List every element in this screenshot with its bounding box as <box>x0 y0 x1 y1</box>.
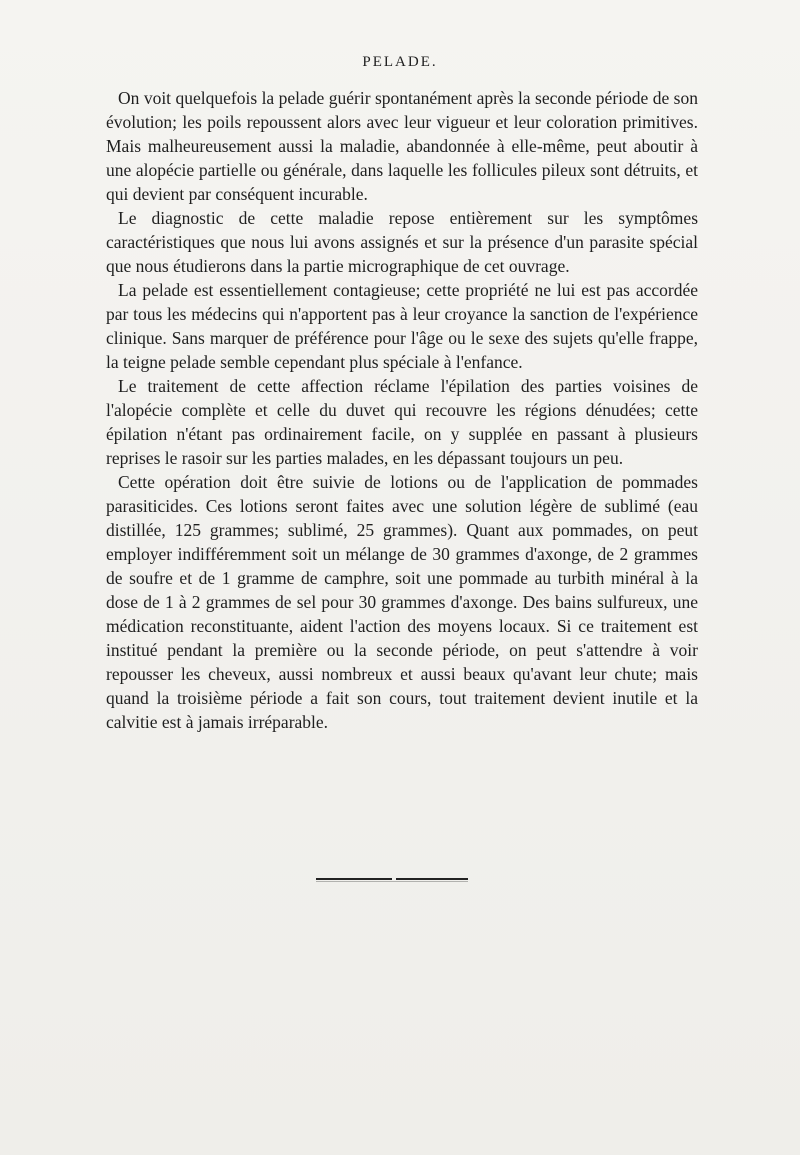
paragraph: On voit quelquefois la pelade guérir spontanément après la seconde période de son évolution; les poils repoussent alors avec leur vigueur et leur coloration primitives. Mais malheureusement aussi la maladie, abandonnée à elle-même, peut aboutir à une alopécie partielle ou générale, dans laquelle les follicules pileux sont détruits, et qui devient par conséquent incurable. <box>106 88 698 204</box>
paragraph: Cette opération doit être suivie de lotions ou de l'application de pommades parasiticides. Ces lotions seront faites avec une solution légère de sublimé (eau distillée, 125 grammes; sublimé, 25 grammes). Quant aux pommades, on peut employer indifféremment soit un mélange de 30 grammes d'axonge, de 2 grammes de soufre et de 1 gramme de camphre, soit une pommade au turbith minéral à la dose de 1 à 2 grammes de sel pour 30 grammes d'axonge. Des bains sulfureux, une médication reconstituante, aident l'action des moyens locaux. Si ce traitement est institué pendant la première ou la seconde période, on peut s'attendre à voir repousser les cheveux, aussi nombreux et aussi beaux qu'avant leur chute; mais quand la troisième période a fait son cours, tout traitement devient inutile et la calvitie est à jamais irréparable. <box>106 472 698 732</box>
body-text <box>106 86 698 734</box>
paragraph: Le traitement de cette affection réclame l'épilation des parties voisines de l'alopécie complète et celle du duvet qui recouvre les régions dénudées; cette épilation n'étant pas ordinairement facile, on y supplée en passant à plusieurs reprises le rasoir sur les parties malades, en les dépassant toujours un peu. <box>106 376 698 468</box>
ornament-line-left <box>316 878 392 880</box>
ornament-line-right <box>396 878 468 880</box>
running-head: PELADE. <box>362 54 438 70</box>
paragraph: La pelade est essentiellement contagieuse; cette propriété ne lui est pas accordée par tous les médecins qui n'apportent pas à leur croyance la sanction de l'expérience clinique. Sans marquer de préférence pour l'âge ou le sexe des sujets qu'elle frappe, la teigne pelade semble cependant plus spéciale à l'enfance. <box>106 280 698 372</box>
ornament-underline <box>316 881 468 882</box>
paragraph: Le diagnostic de cette maladie repose entièrement sur les symptômes caractéristiques que nous lui avons assignés et sur la présence d'un parasite spécial que nous étudierons dans la partie micrographique de cet ouvrage. <box>106 208 698 276</box>
end-ornament-rule <box>316 878 468 884</box>
